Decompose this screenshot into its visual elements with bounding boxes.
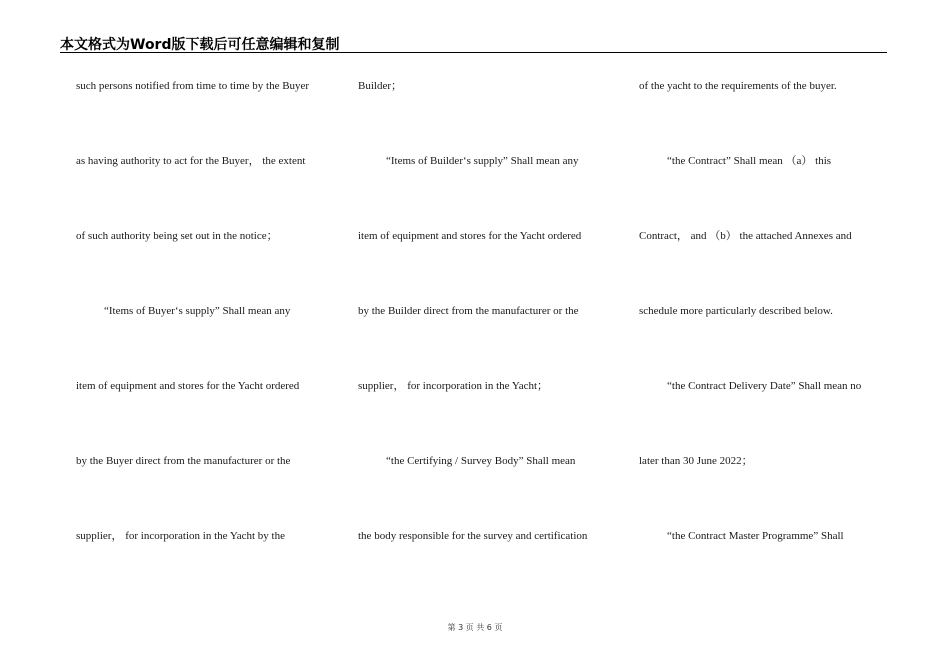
text-line: “the Contract Delivery Date” Shall mean no	[667, 380, 862, 392]
text-line: of such authority being set out in the notice；	[76, 230, 278, 242]
text-line: item of equipment and stores for the Yacht ordered	[358, 230, 582, 242]
text-line: item of equipment and stores for the Yacht ordered	[76, 380, 300, 392]
text-line: by the Builder direct from the manufacturer or the	[358, 305, 579, 317]
text-line: schedule more particularly described below.	[639, 305, 833, 317]
text-column-3	[639, 78, 889, 603]
text-line: “the Certifying / Survey Body” Shall mean	[386, 455, 576, 467]
text-line: “Items of Builder‘s supply” Shall mean any	[386, 155, 579, 167]
text-line: supplier， for incorporation in the Yacht；	[358, 380, 549, 392]
text-column-1	[76, 78, 336, 603]
text-line: such persons notified from time to time by the Buyer	[76, 80, 310, 92]
text-line: later than 30 June 2022；	[639, 455, 753, 467]
text-line: of the yacht to the requirements of the buyer.	[639, 80, 837, 92]
text-line: “Items of Buyer‘s supply” Shall mean any	[104, 305, 291, 317]
text-line: Builder；	[358, 80, 402, 92]
text-column-2	[358, 78, 623, 603]
text-line: as having authority to act for the Buyer， the extent	[76, 155, 306, 167]
text-line: the body responsible for the survey and certification	[358, 530, 588, 542]
text-line: “the Contract Master Programme” Shall	[667, 530, 844, 542]
page-number-footer: 第 3 页 共 6 页	[447, 623, 503, 632]
text-line: “the Contract” Shall mean （a） this	[667, 155, 832, 167]
header-divider	[60, 52, 887, 53]
text-line: by the Buyer direct from the manufacturer or the	[76, 455, 291, 467]
page-header-title: 本文格式为Word版下载后可任意编辑和复制	[60, 37, 340, 53]
text-line: supplier， for incorporation in the Yacht by the	[76, 530, 285, 542]
text-line: Contract， and （b） the attached Annexes and	[639, 230, 852, 242]
